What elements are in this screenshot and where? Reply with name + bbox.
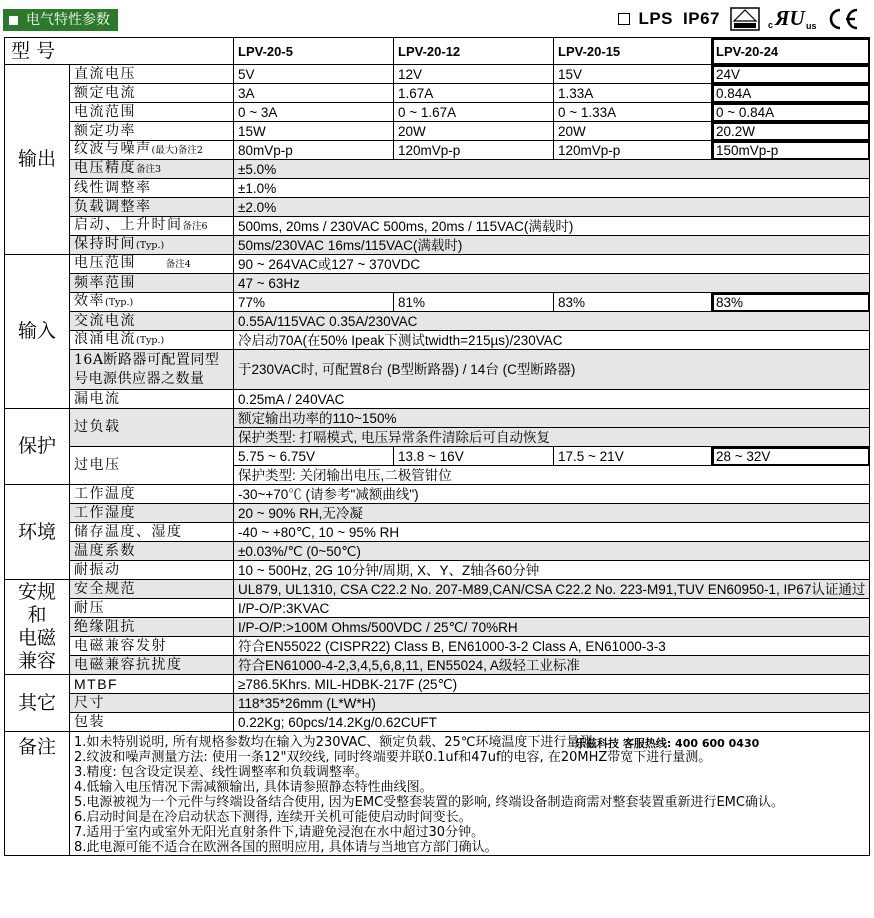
value-cell: 0 ~ 3A (234, 103, 394, 122)
value-cell: 15W (234, 122, 394, 141)
value-cell: 20.2W (712, 122, 870, 141)
note-line: 6.启动时间是在冷启动状态下测得, 连续开关机可能使启动时间变长。 (74, 810, 472, 825)
label-withstand: 耐压 (70, 599, 234, 618)
value-cell: 24V (712, 65, 870, 84)
row-line-regulation (5, 179, 870, 198)
row-notes (5, 732, 870, 856)
value-cell: 120mVp-p (394, 141, 554, 160)
label-inrush (70, 331, 234, 350)
row-input-voltage (5, 255, 870, 274)
row-ac-current (5, 312, 870, 331)
row-dc-voltage (5, 65, 870, 84)
value-cell: 符合EN55022 (CISPR22) Class B, EN61000-3-2 Class A, EN61000-3-3 (234, 637, 870, 656)
row-efficiency (5, 293, 870, 312)
label-text: 电压精度 (74, 160, 136, 176)
value-cell: 0.22Kg; 60pcs/14.2Kg/0.62CUFT (234, 713, 870, 732)
row-storage (5, 523, 870, 542)
label-efficiency (70, 293, 234, 312)
value-cell: -30~+70℃ (请参考"减额曲线") (234, 485, 870, 504)
row-temp-coef (5, 542, 870, 561)
value-cell: 50ms/230VAC 16ms/115VAC(满载时) (234, 236, 870, 255)
row-isolation (5, 618, 870, 637)
category-line: 安规 (17, 581, 56, 603)
value-cell: ≥786.5Khrs. MIL-HDBK-217F (25℃) (234, 675, 870, 694)
label-text: 纹波与噪声 (74, 141, 152, 157)
row-voltage-tolerance (5, 160, 870, 179)
row-breaker (5, 350, 870, 390)
row-load-regulation (5, 198, 870, 217)
value-cell: ±1.0% (234, 179, 870, 198)
ce-mark-icon (826, 7, 860, 31)
value-cell: I/P-O/P:3KVAC (234, 599, 870, 618)
svg-text:c: c (768, 20, 774, 30)
row-hold-time (5, 236, 870, 255)
category-notes: 备注 (5, 732, 70, 856)
row-rated-current (5, 84, 870, 103)
label-text: 浪涌电流 (74, 331, 136, 347)
value-cell: 保护类型: 打嗝模式, 电压异常条件清除后可自动恢复 (234, 428, 870, 447)
label-safety-standards: 安全规范 (70, 580, 234, 599)
value-cell: 20W (554, 122, 712, 141)
category-output: 输出 (5, 65, 70, 255)
row-leakage (5, 390, 870, 409)
value-cell: 于230VAC时, 可配置8台 (B型断路器) / 14台 (C型断路器) (234, 350, 870, 390)
label-current-range: 电流范围 (70, 103, 234, 122)
checkbox-square-icon (618, 13, 630, 25)
label-breaker: 16A断路器可配置同型号电源供应器之数量 (70, 350, 234, 390)
category-protection: 保护 (5, 409, 70, 485)
label-packing: 包装 (70, 713, 234, 732)
row-working-humidity (5, 504, 870, 523)
value-cell: 1.67A (394, 84, 554, 103)
label-text: 电压范围 (74, 255, 136, 271)
label-emc-immunity: 电磁兼容抗扰度 (70, 656, 234, 675)
row-withstand (5, 599, 870, 618)
section-title: 电气特性参数 (26, 12, 110, 28)
notes-block (70, 732, 870, 856)
row-safety-standards (5, 580, 870, 599)
value-cell: 12V (394, 65, 554, 84)
row-overload (5, 409, 870, 428)
model-row (5, 38, 870, 65)
label-rated-power: 额定功率 (70, 122, 234, 141)
value-cell: 120mVp-p (554, 141, 712, 160)
label-emc-emission: 电磁兼容发射 (70, 637, 234, 656)
label-leakage: 漏电流 (70, 390, 234, 409)
label-text: 启动、上升时间 (74, 217, 183, 233)
ul-recognized-icon (768, 7, 818, 31)
tuv-logo-icon (730, 7, 760, 31)
label-mtbf: MTBF (70, 675, 234, 694)
header-bar (0, 0, 874, 36)
value-cell: 83% (712, 293, 870, 312)
label-text: 效率 (74, 293, 105, 309)
row-current-range (5, 103, 870, 122)
label-ac-current: 交流电流 (70, 312, 234, 331)
value-cell: 28 ~ 32V (712, 447, 870, 466)
footnote-ref: 备注6 (182, 221, 208, 232)
label-input-voltage (70, 255, 234, 274)
value-cell: 额定输出功率的110~150% (234, 409, 870, 428)
value-cell: 符合EN61000-4-2,3,4,5,6,8,11, EN55024, A级轻工业标准 (234, 656, 870, 675)
row-mtbf (5, 675, 870, 694)
value-cell: 0.25mA / 240VAC (234, 390, 870, 409)
value-cell: 80mVp-p (234, 141, 394, 160)
model-lpv-20-24: LPV-20-24 (712, 38, 870, 65)
row-overvoltage (5, 447, 870, 466)
value-cell: 10 ~ 500Hz, 2G 10分钟/周期, X、Y、Z轴各60分钟 (234, 561, 870, 580)
certification-marks (618, 6, 868, 32)
category-line: 电磁 (17, 627, 56, 649)
category-environment: 环境 (5, 485, 70, 580)
value-cell: 81% (394, 293, 554, 312)
footnote-ref: (最大)备注2 (151, 145, 203, 156)
value-cell: 20W (394, 122, 554, 141)
section-title-badge (3, 9, 118, 31)
label-rated-current: 额定电流 (70, 84, 234, 103)
label-line-regulation: 线性调整率 (70, 179, 234, 198)
value-cell: 0.55A/115VAC 0.35A/230VAC (234, 312, 870, 331)
value-cell: UL879, UL1310, CSA C22.2 No. 207-M89,CAN/CSA C22.2 No. 223-M91,TUV EN60950-1, IP67认证通过 (234, 580, 870, 599)
label-working-temp: 工作温度 (70, 485, 234, 504)
spec-table (4, 37, 870, 856)
footnote-ref: 备注4 (165, 259, 191, 270)
row-ripple (5, 141, 870, 160)
service-hotline: 乐兹科技 客服热线: 400 600 0430 (575, 737, 760, 750)
label-frequency: 频率范围 (70, 274, 234, 293)
value-cell: 0 ~ 1.67A (394, 103, 554, 122)
label-overload: 过负载 (70, 409, 234, 447)
value-cell: 保护类型: 关闭输出电压,二极管钳位 (234, 466, 870, 485)
row-working-temp (5, 485, 870, 504)
category-others: 其它 (5, 675, 70, 732)
label-overvoltage: 过电压 (70, 447, 234, 485)
row-emc-immunity (5, 656, 870, 675)
row-frequency (5, 274, 870, 293)
note-line: 2.纹波和噪声测量方法: 使用一条12"双绞线, 同时终端要并联0.1uf和47uf的电容, 在20MHZ带宽下进行量测。 (74, 750, 712, 765)
row-rated-power (5, 122, 870, 141)
label-load-regulation: 负载调整率 (70, 198, 234, 217)
value-cell: 118*35*26mm (L*W*H) (234, 694, 870, 713)
label-text: 保持时间 (74, 236, 136, 252)
value-cell: 0 ~ 1.33A (554, 103, 712, 122)
label-ripple (70, 141, 234, 160)
square-icon (9, 16, 18, 25)
value-cell: 150mVp-p (712, 141, 870, 160)
model-label: 型号 (5, 38, 234, 65)
ip67-mark: IP67 (683, 9, 720, 28)
model-lpv-20-5: LPV-20-5 (234, 38, 394, 65)
svg-text:ЯU: ЯU (775, 7, 805, 30)
value-cell: 90 ~ 264VAC或127 ~ 370VDC (234, 255, 870, 274)
value-cell: 3A (234, 84, 394, 103)
footnote-ref: 备注3 (136, 164, 162, 175)
note-line: 3.精度: 包含设定误差、线性调整率和负载调整率。 (74, 765, 368, 780)
value-cell: 5.75 ~ 6.75V (234, 447, 394, 466)
label-hold-time (70, 236, 234, 255)
row-vibration (5, 561, 870, 580)
label-isolation: 绝缘阻抗 (70, 618, 234, 637)
value-cell: 15V (554, 65, 712, 84)
label-dc-voltage: 直流电压 (70, 65, 234, 84)
label-temp-coef: 温度系数 (70, 542, 234, 561)
value-cell: I/P-O/P:>100M Ohms/500VDC / 25℃/ 70%RH (234, 618, 870, 637)
category-line: 和 (27, 604, 47, 626)
category-input: 输入 (5, 255, 70, 409)
footnote-ref: (Typ.) (136, 240, 165, 251)
label-voltage-tolerance (70, 160, 234, 179)
note-line: 8.此电源可能不适合在欧洲各国的照明应用, 具体请与当地官方部门确认。 (74, 840, 498, 855)
value-cell: 83% (554, 293, 712, 312)
label-storage: 储存温度、湿度 (70, 523, 234, 542)
model-lpv-20-15: LPV-20-15 (554, 38, 712, 65)
category-safety-emc (5, 580, 70, 675)
value-cell: 500ms, 20ms / 230VAC 500ms, 20ms / 115VAC(满载时) (234, 217, 870, 236)
note-line: 1.如未特别说明, 所有规格参数均在输入为230VAC、额定负载、25℃环境温度下进行量测。 (74, 735, 606, 750)
note-line: 7.适用于室内或室外无阳光直射条件下,请避免浸泡在水中超过30分钟。 (74, 825, 485, 840)
value-cell: ±0.03%/℃ (0~50℃) (234, 542, 870, 561)
value-cell: 冷启动70A(在50% Ipeak下测试twidth=215µs)/230VAC (234, 331, 870, 350)
lps-mark: LPS (638, 9, 674, 28)
row-dimension (5, 694, 870, 713)
value-cell: 0 ~ 0.84A (712, 103, 870, 122)
note-line: 4.低输入电压情况下需减额输出, 具体请参照静态特性曲线图。 (74, 780, 433, 795)
label-vibration: 耐振动 (70, 561, 234, 580)
value-cell: 1.33A (554, 84, 712, 103)
value-cell: 0.84A (712, 84, 870, 103)
label-dimension: 尺寸 (70, 694, 234, 713)
value-cell: 47 ~ 63Hz (234, 274, 870, 293)
row-inrush (5, 331, 870, 350)
row-setup-time (5, 217, 870, 236)
value-cell: 5V (234, 65, 394, 84)
value-cell: 17.5 ~ 21V (554, 447, 712, 466)
footnote-ref: (Typ.) (136, 335, 165, 346)
svg-text:us: us (806, 21, 817, 31)
row-packing (5, 713, 870, 732)
note-line: 5.电源被视为一个元件与终端设备结合使用, 因为EMC受整套装置的影响, 终端设备制造商需对整套装置重新进行EMC确认。 (74, 795, 784, 810)
value-cell: -40 ~ +80℃, 10 ~ 95% RH (234, 523, 870, 542)
value-cell: ±5.0% (234, 160, 870, 179)
value-cell: 77% (234, 293, 394, 312)
value-cell: 13.8 ~ 16V (394, 447, 554, 466)
category-line: 兼容 (17, 650, 56, 672)
value-cell: ±2.0% (234, 198, 870, 217)
row-emc-emission (5, 637, 870, 656)
label-working-humidity: 工作湿度 (70, 504, 234, 523)
footnote-ref: (Typ.) (105, 297, 134, 308)
label-setup-time (70, 217, 234, 236)
model-lpv-20-12: LPV-20-12 (394, 38, 554, 65)
value-cell: 20 ~ 90% RH,无冷凝 (234, 504, 870, 523)
